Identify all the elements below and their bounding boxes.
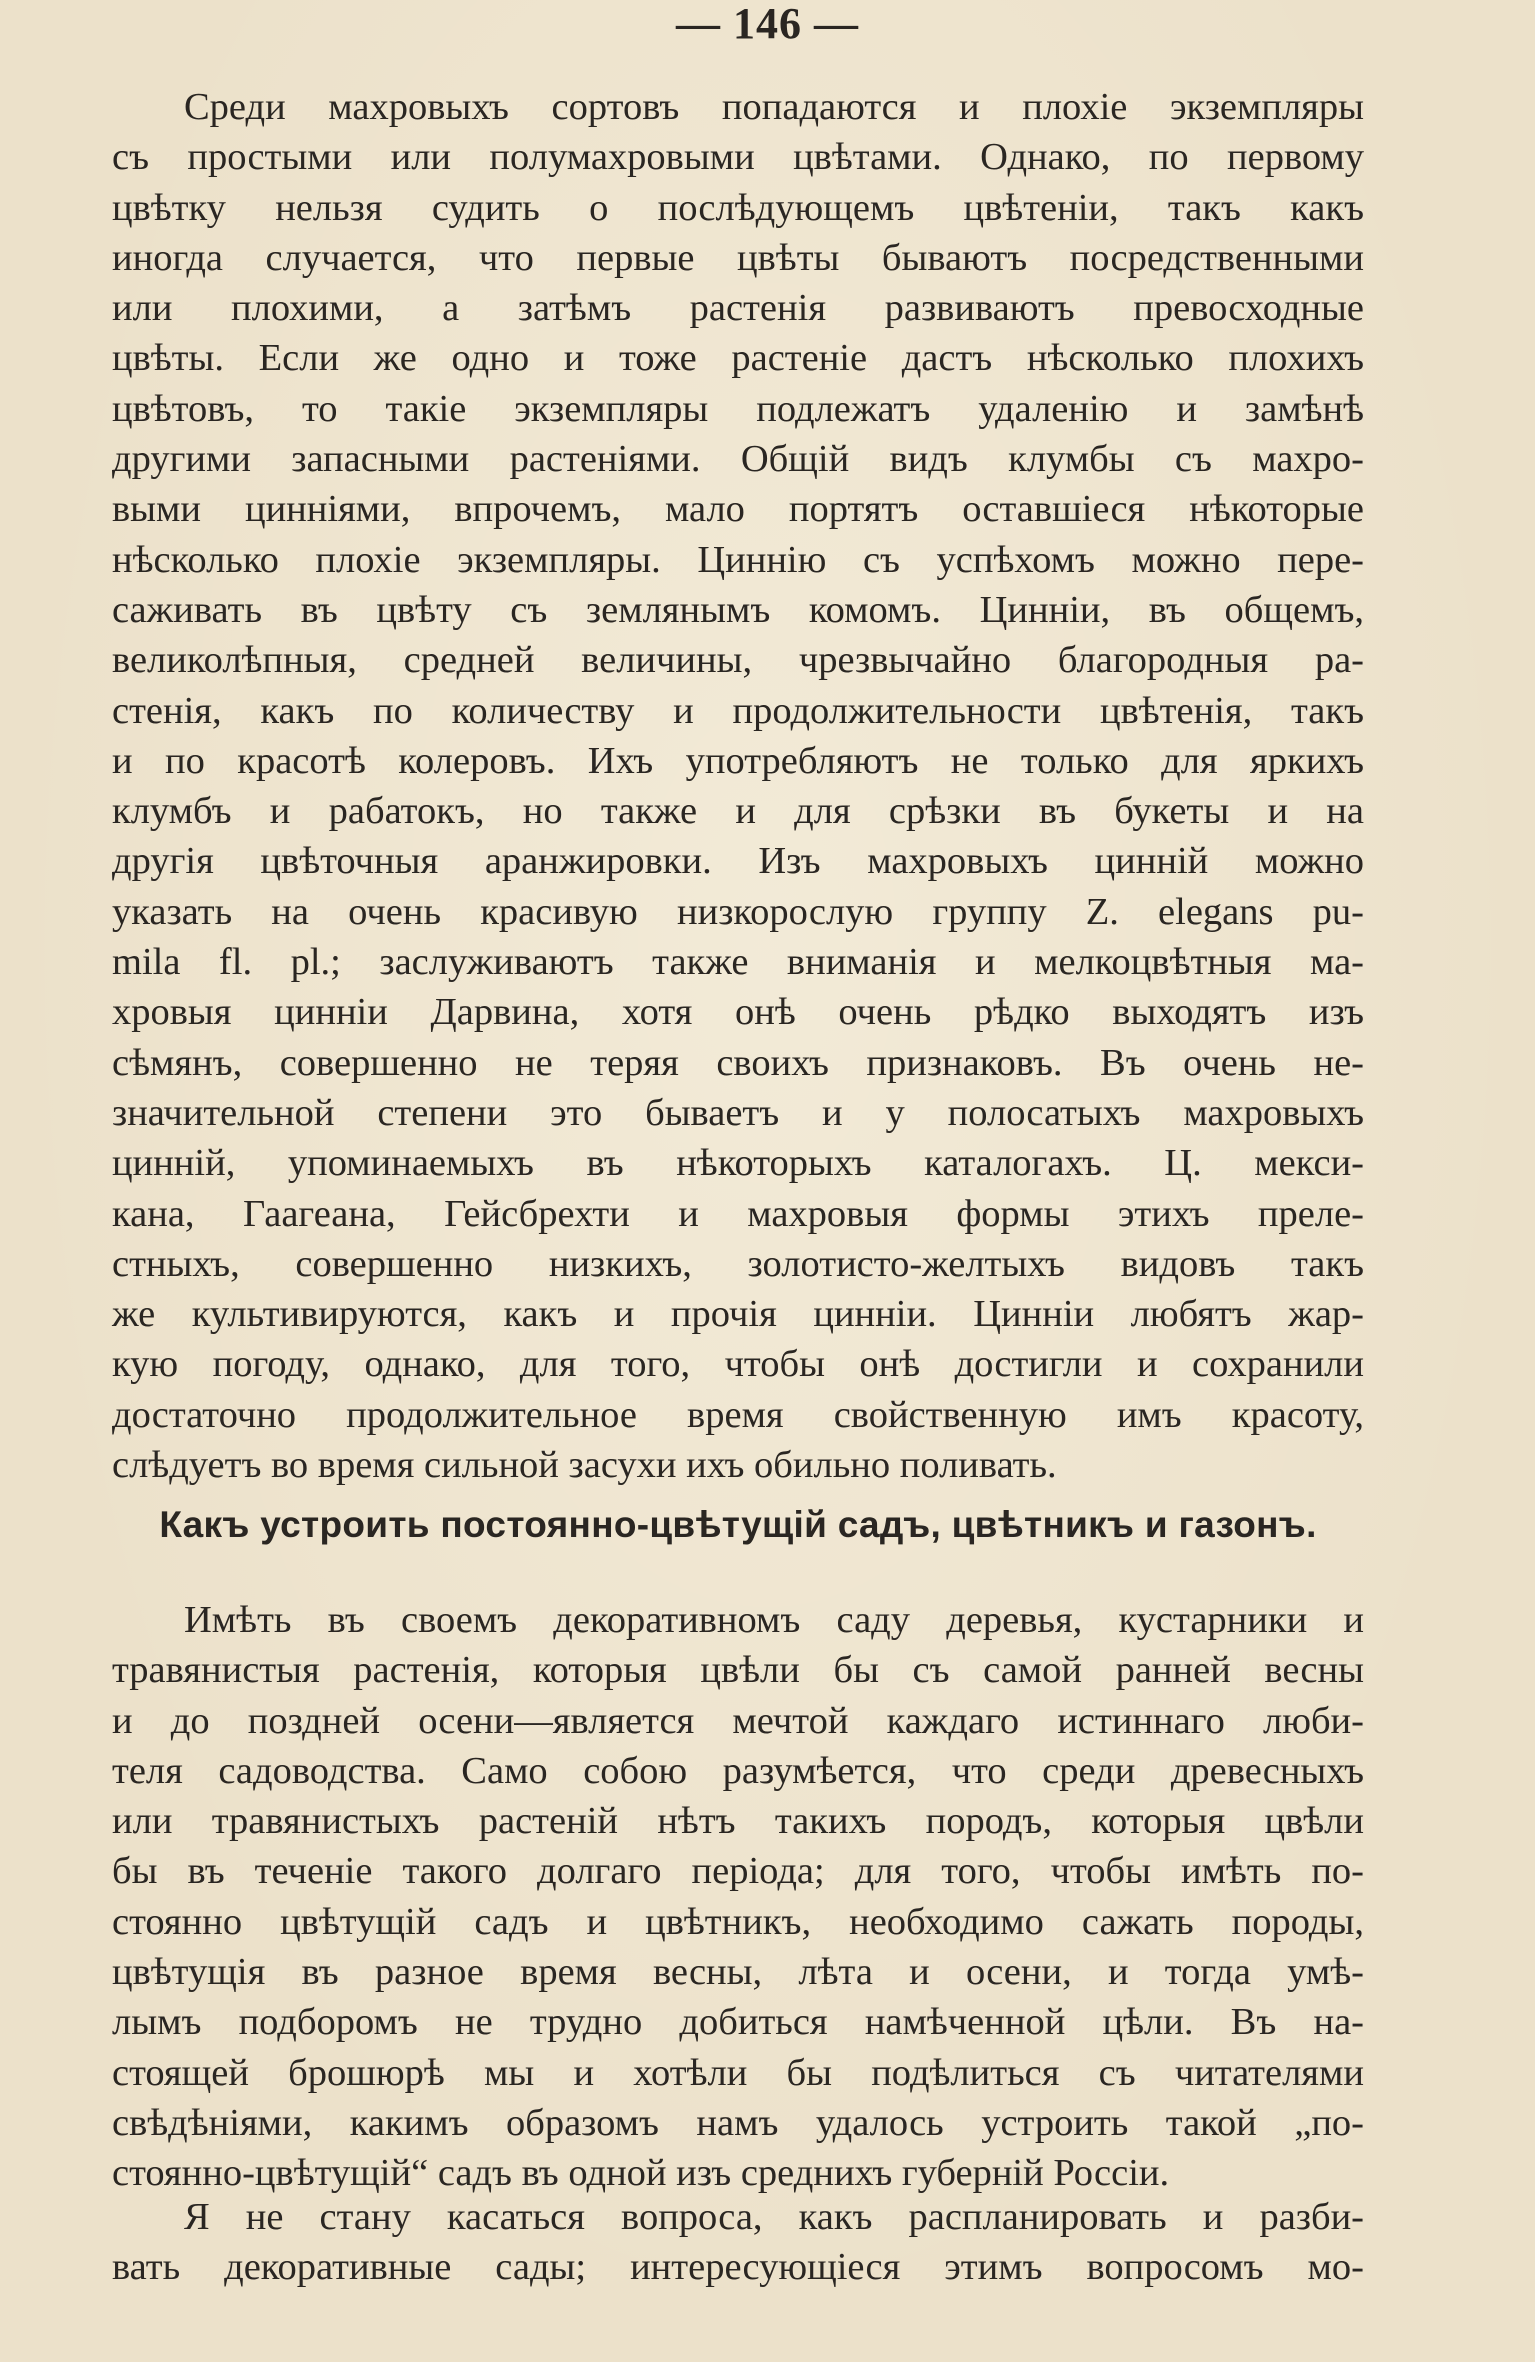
text-line: сѣмянъ, совершенно не теряя своихъ признаковъ. Въ очень не- <box>112 1041 1364 1084</box>
text-line: другими запасными растеніями. Общій видъ клумбы съ махро- <box>112 438 1364 481</box>
text-line: стоянно-цвѣтущій“ садъ въ одной изъ среднихъ губерній Россіи. <box>112 2152 1170 2195</box>
text-line: mila fl. pl.; заслуживаютъ также вниманія и мелкоцвѣтныя ма- <box>112 941 1364 984</box>
text-line: хровыя цинніи Дарвина, хотя онѣ очень рѣдко выходятъ изъ <box>112 991 1364 1034</box>
text-line: кую погоду, однако, для того, чтобы онѣ достигли и сохранили <box>112 1343 1364 1386</box>
text-line: цвѣтовъ, то такіе экземпляры подлежатъ удаленію и замѣнѣ <box>112 387 1364 430</box>
text-line: стныхъ, совершенно низкихъ, золотисто-желтыхъ видовъ такъ <box>112 1242 1364 1285</box>
text-line: достаточно продолжительное время свойственную имъ красоту, <box>112 1393 1364 1436</box>
text-line: Имѣть въ своемъ декоративномъ саду деревья, кустарники и <box>184 1599 1364 1641</box>
text-line: лымъ подборомъ не трудно добиться намѣченной цѣли. Въ на- <box>112 2001 1364 2044</box>
text-line: саживать въ цвѣту съ землянымъ комомъ. Цинніи, въ общемъ, <box>112 588 1364 631</box>
paragraph-planning <box>112 2192 1364 2293</box>
text-line: выми цинніями, впрочемъ, мало портятъ оставшіеся нѣкоторые <box>112 488 1364 531</box>
text-line: стоящей брошюрѣ мы и хотѣли бы подѣлиться съ читателями <box>112 2051 1364 2094</box>
text-line: бы въ теченіе такого долгаго періода; для того, чтобы имѣть по- <box>112 1850 1364 1893</box>
paragraph-zinnias <box>112 82 1364 1490</box>
text-line: нѣсколько плохіе экземпляры. Циннію съ успѣхомъ можно пере- <box>112 538 1364 581</box>
text-line: указать на очень красивую низкорослую группу Z. elegans pu- <box>112 890 1364 933</box>
text-line: же культивируются, какъ и прочія цинніи. Цинніи любятъ жар- <box>112 1293 1364 1336</box>
text-line: травянистыя растенія, которыя цвѣли бы съ самой ранней весны <box>112 1649 1364 1692</box>
text-line: Среди махровыхъ сортовъ попадаются и плохіе экземпляры <box>184 86 1364 128</box>
text-line: цвѣты. Если же одно и тоже растеніе дастъ нѣсколько плохихъ <box>112 337 1364 380</box>
text-line: и по красотѣ колеровъ. Ихъ употребляютъ не только для яркихъ <box>112 739 1364 782</box>
text-line: или плохими, а затѣмъ растенія развиваютъ превосходные <box>112 287 1364 330</box>
text-line: вать декоративные сады; интересующіеся этимъ вопросомъ мо- <box>112 2246 1364 2289</box>
text-line: и до поздней осени—является мечтой каждаго истиннаго люби- <box>112 1699 1364 1742</box>
text-line: слѣдуетъ во время сильной засухи ихъ обильно поливать. <box>112 1444 1057 1487</box>
text-line: Я не стану касаться вопроса, какъ распланировать и разби- <box>184 2196 1364 2238</box>
text-line: иногда случается, что первые цвѣты бываютъ посредственными <box>112 236 1364 279</box>
text-line: кана, Гаагеана, Гейсбрехти и махровыя формы этихъ преле- <box>112 1192 1364 1235</box>
text-line: цинній, упоминаемыхъ въ нѣкоторыхъ каталогахъ. Ц. мекси- <box>112 1142 1364 1185</box>
paragraph-garden-intro <box>112 1595 1364 2199</box>
section-heading: Какъ устроить постоянно-цвѣтущій садъ, цвѣтникъ и газонъ. <box>159 1504 1317 1545</box>
page-number: — 146 — <box>676 0 859 48</box>
text-line: стоянно цвѣтущій садъ и цвѣтникъ, необходимо сажать породы, <box>112 1900 1364 1943</box>
text-line: теля садоводства. Само собою разумѣется, что среди древесныхъ <box>112 1749 1364 1792</box>
text-line: великолѣпныя, средней величины, чрезвычайно благородныя ра- <box>112 639 1364 682</box>
text-line: значительной степени это бываетъ и у полосатыхъ махровыхъ <box>112 1091 1364 1134</box>
text-line: свѣдѣніями, какимъ образомъ намъ удалось устроить такой „по- <box>112 2101 1364 2144</box>
text-line: цвѣтущія въ разное время весны, лѣта и осени, и тогда умѣ- <box>112 1951 1364 1994</box>
text-line: стенія, какъ по количеству и продолжительности цвѣтенія, такъ <box>112 689 1364 732</box>
text-line: или травянистыхъ растеній нѣтъ такихъ породъ, которыя цвѣли <box>112 1800 1364 1843</box>
text-line: другія цвѣточныя аранжировки. Изъ махровыхъ цинній можно <box>112 840 1364 883</box>
text-line: клумбъ и рабатокъ, но также и для срѣзки въ букеты и на <box>112 790 1364 833</box>
text-line: цвѣтку нельзя судить о послѣдующемъ цвѣтеніи, такъ какъ <box>112 186 1364 229</box>
text-line: съ простыми или полумахровыми цвѣтами. Однако, по первому <box>112 136 1364 179</box>
